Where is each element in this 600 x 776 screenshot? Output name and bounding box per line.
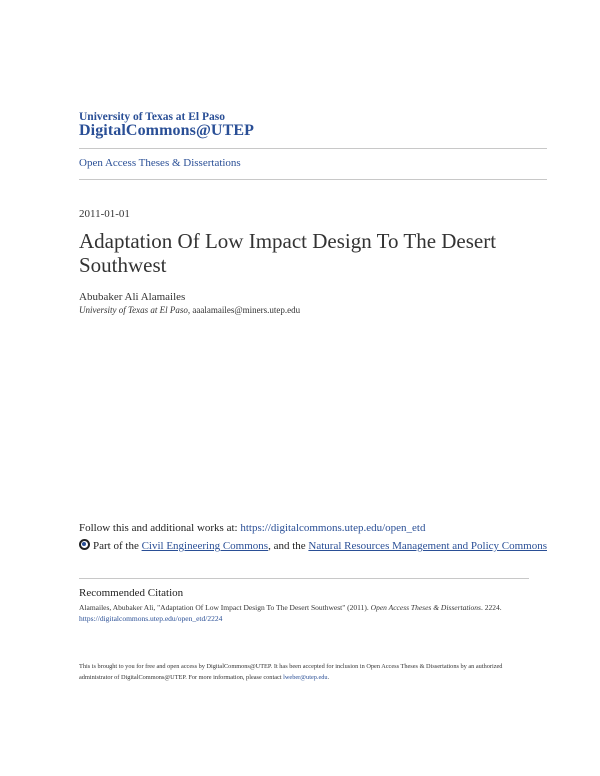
divider-top — [79, 148, 547, 149]
citation-url-link[interactable]: https://digitalcommons.utep.edu/open_etd/2224 — [79, 614, 223, 623]
citation-body: Alamailes, Abubaker Ali, "Adaptation Of Low Impact Design To The Desert Southwest" (2011). — [79, 603, 371, 612]
civil-engineering-commons-link[interactable]: Civil Engineering Commons — [141, 540, 269, 552]
series-link[interactable]: Open Access Theses & Dissertations — [79, 157, 241, 169]
recommended-citation-text — [79, 602, 529, 624]
part-of-prefix: Part of the — [93, 540, 142, 552]
follow-label: Follow this and additional works at: — [79, 522, 241, 534]
recommended-citation-heading: Recommended Citation — [79, 587, 184, 599]
institution-name[interactable]: University of Texas at El Paso — [79, 111, 225, 123]
part-of-line — [79, 539, 549, 553]
divider-citation — [79, 578, 529, 579]
natural-resources-commons-link[interactable]: Natural Resources Management and Policy Commons — [308, 540, 547, 552]
author-name: Abubaker Ali Alamailes — [79, 291, 186, 303]
divider-bottom — [79, 179, 547, 180]
author-affiliation — [79, 305, 300, 315]
author-email[interactable]: , aaalamailes@miners.utep.edu — [187, 305, 301, 315]
notice-end: . — [327, 674, 330, 681]
follow-url-link[interactable]: https://digitalcommons.utep.edu/open_etd — [240, 522, 426, 534]
notice-text: This is brought to you for free and open access by DigitalCommons@UTEP. It has been accepted for inclusion in Open Access Theses & Dissertations by an authorized administrator of DigitalCommons@UTEP. For more information, please contact — [79, 663, 503, 681]
part-of-middle: , and the — [268, 540, 309, 552]
contact-email-link[interactable]: lweber@utep.edu — [283, 674, 328, 681]
repository-name[interactable]: DigitalCommons@UTEP — [79, 122, 255, 139]
citation-suffix: . 2224. — [480, 603, 502, 612]
follow-line — [79, 522, 425, 534]
publication-date: 2011-01-01 — [79, 208, 130, 220]
affiliation-name: University of Texas at El Paso — [79, 305, 188, 315]
citation-journal: Open Access Theses & Dissertations — [370, 603, 481, 612]
access-notice — [79, 661, 529, 683]
network-icon — [79, 539, 90, 550]
document-title: Adaptation Of Low Impact Design To The Desert Southwest — [79, 229, 497, 277]
